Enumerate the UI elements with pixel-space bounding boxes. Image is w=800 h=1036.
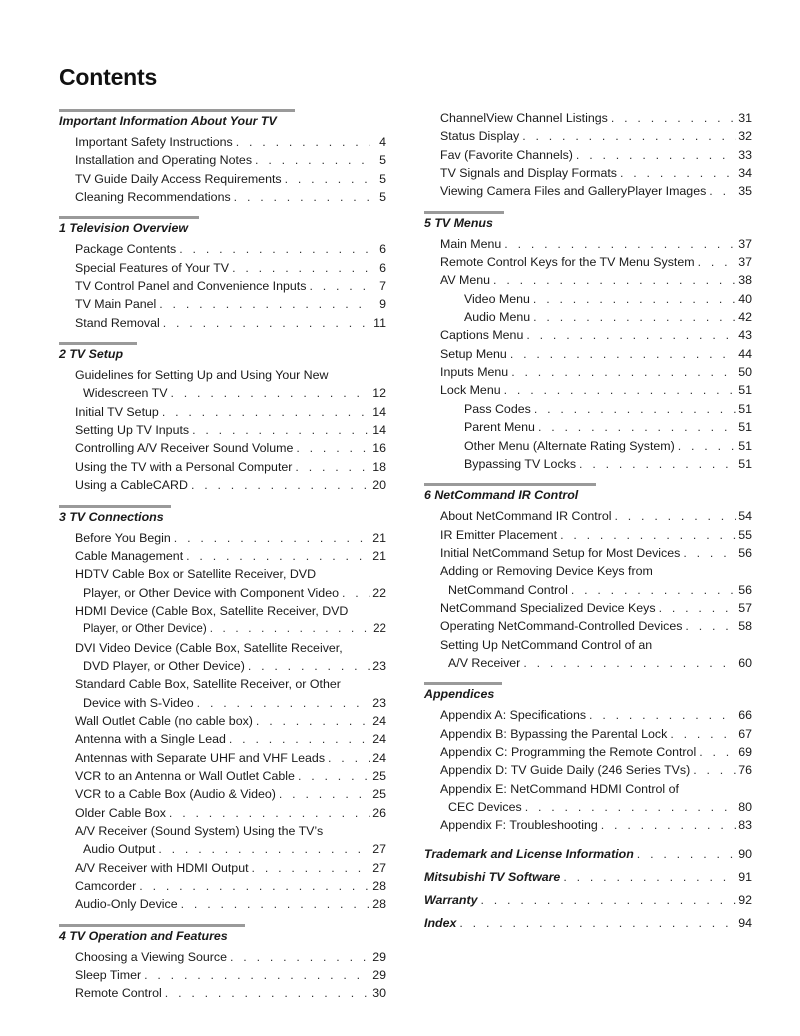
toc-section-4: [59, 924, 386, 1003]
section-rule: [59, 505, 171, 508]
toc-entry[interactable]: Installation and Operating Notes . . . 5: [59, 151, 386, 169]
toc-entry[interactable]: CEC Devices . . . 80: [424, 798, 752, 816]
toc-entry-trademark[interactable]: Trademark and License Information . . . 90: [424, 847, 752, 861]
toc-entry[interactable]: Remote Control . . . 30: [59, 984, 386, 1002]
toc-entry[interactable]: TV Control Panel and Convenience Inputs . . . 7: [59, 277, 386, 295]
toc-section-6: [424, 483, 752, 672]
page-title: Contents: [59, 64, 158, 90]
section-heading: 4 TV Operation and Features: [59, 928, 228, 943]
section-rule: [424, 483, 596, 486]
toc-entry[interactable]: Stand Removal . . . 11: [59, 314, 386, 332]
toc-entry[interactable]: Audio Menu . . . 42: [424, 308, 752, 326]
section-heading: 6 NetCommand IR Control: [424, 488, 579, 503]
toc-entry[interactable]: Initial NetCommand Setup for Most Devices . . . 56: [424, 544, 752, 562]
toc-entry[interactable]: Audio Output . . . 27: [59, 840, 386, 858]
toc-entry[interactable]: Wall Outlet Cable (no cable box) . . . 24: [59, 712, 386, 730]
section-heading: 1 Television Overview: [59, 221, 189, 236]
toc-entry[interactable]: TV Main Panel . . . 9: [59, 295, 386, 313]
section-heading: 2 TV Setup: [59, 347, 124, 362]
toc-entry[interactable]: Inputs Menu . . . 50: [424, 363, 752, 381]
toc-entry[interactable]: VCR to a Cable Box (Audio & Video) . . . 25: [59, 785, 386, 803]
section-heading: 5 TV Menus: [424, 215, 493, 230]
toc-entry[interactable]: Using a CableCARD . . . 20: [59, 476, 386, 494]
toc-entry[interactable]: A/V Receiver with HDMI Output . . . 27: [59, 859, 386, 877]
toc-entry[interactable]: About NetCommand IR Control . . . 54: [424, 507, 752, 525]
toc-entry[interactable]: Antennas with Separate UHF and VHF Leads . . . 24: [59, 749, 386, 767]
toc-entry[interactable]: Pass Codes . . . 51: [424, 400, 752, 418]
toc-entry[interactable]: Captions Menu . . . 43: [424, 326, 752, 344]
section-rule: [424, 211, 504, 214]
toc-entry[interactable]: Viewing Camera Files and GalleryPlayer Images . . . 35: [424, 182, 752, 200]
toc-entry[interactable]: Controlling A/V Receiver Sound Volume . . . 16: [59, 439, 386, 457]
toc-right-column: [424, 109, 752, 939]
toc-entry[interactable]: Lock Menu . . . 51: [424, 381, 752, 399]
section-heading: Important Information About Your TV: [59, 114, 277, 128]
section-rule: [59, 342, 137, 345]
toc-entry-line[interactable]: Guidelines for Setting Up and Using Your New: [75, 368, 329, 383]
toc-entry[interactable]: Parent Menu . . . 51: [424, 418, 752, 436]
toc-entry[interactable]: Appendix D: TV Guide Daily (246 Series TVs) . . . 76: [424, 761, 752, 779]
toc-entry[interactable]: Setting Up TV Inputs . . . 14: [59, 421, 386, 439]
section-rule: [59, 924, 245, 927]
toc-entry[interactable]: Player, or Other Device) . . . 22: [59, 620, 386, 638]
toc-entry[interactable]: Video Menu . . . 40: [424, 290, 752, 308]
toc-entry[interactable]: Fav (Favorite Channels) . . . 33: [424, 146, 752, 164]
toc-section-1: [59, 216, 386, 332]
toc-entry[interactable]: NetCommand Specialized Device Keys . . . 57: [424, 599, 752, 617]
toc-entry[interactable]: Appendix A: Specifications . . . 66: [424, 706, 752, 724]
toc-entry[interactable]: Important Safety Instructions . . . 4: [59, 133, 386, 151]
toc-entry[interactable]: DVD Player, or Other Device) . . . 23: [59, 657, 386, 675]
toc-entry[interactable]: Widescreen TV . . . 12: [59, 384, 386, 402]
toc-section-3: [59, 505, 386, 914]
section-rule: [424, 682, 502, 685]
section-rule: [59, 216, 199, 219]
toc-entry[interactable]: Cleaning Recommendations . . . 5: [59, 188, 386, 206]
toc-entry[interactable]: VCR to an Antenna or Wall Outlet Cable . . . 25: [59, 767, 386, 785]
toc-entry[interactable]: Bypassing TV Locks . . . 51: [424, 455, 752, 473]
toc-entry[interactable]: Choosing a Viewing Source . . . 29: [59, 948, 386, 966]
toc-entry[interactable]: ChannelView Channel Listings . . . 31: [424, 109, 752, 127]
toc-entry[interactable]: TV Guide Daily Access Requirements . . . 5: [59, 170, 386, 188]
toc-entry-line[interactable]: Setting Up NetCommand Control of an: [440, 637, 653, 652]
section-rule: [59, 109, 295, 112]
toc-entry[interactable]: Before You Begin . . . 21: [59, 529, 386, 547]
toc-entry-line[interactable]: HDMI Device (Cable Box, Satellite Receiver, DVD: [75, 603, 349, 618]
toc-entry[interactable]: Device with S-Video . . . 23: [59, 694, 386, 712]
toc-entry-warranty[interactable]: Warranty . . . 92: [424, 893, 752, 907]
toc-section-5: [424, 211, 752, 473]
toc-entry-line[interactable]: Adding or Removing Device Keys from: [440, 564, 653, 579]
toc-entry[interactable]: Initial TV Setup . . . 14: [59, 403, 386, 421]
toc-entry[interactable]: TV Signals and Display Formats . . . 34: [424, 164, 752, 182]
toc-entry[interactable]: Antenna with a Single Lead . . . 24: [59, 730, 386, 748]
toc-entry[interactable]: Main Menu . . . 37: [424, 235, 752, 253]
toc-entry[interactable]: Audio-Only Device . . . 28: [59, 895, 386, 913]
section-heading: 3 TV Connections: [59, 509, 164, 524]
toc-entry[interactable]: Older Cable Box . . . 26: [59, 804, 386, 822]
toc-entry[interactable]: Cable Management . . . 21: [59, 547, 386, 565]
toc-entry[interactable]: AV Menu . . . 38: [424, 271, 752, 289]
toc-entry-line[interactable]: Appendix E: NetCommand HDMI Control of: [440, 781, 679, 796]
toc-entry-line[interactable]: HDTV Cable Box or Satellite Receiver, DVD: [75, 567, 317, 582]
toc-entry-software[interactable]: Mitsubishi TV Software . . . 91: [424, 870, 752, 884]
toc-entry[interactable]: A/V Receiver . . . 60: [424, 654, 752, 672]
toc-entry[interactable]: Appendix B: Bypassing the Parental Lock . . . 67: [424, 725, 752, 743]
toc-entry[interactable]: Remote Control Keys for the TV Menu System . . . 37: [424, 253, 752, 271]
toc-entry-line[interactable]: DVI Video Device (Cable Box, Satellite Receiver,: [75, 640, 343, 655]
toc-entry[interactable]: Package Contents . . . 6: [59, 240, 386, 258]
toc-section-important: [59, 109, 386, 206]
toc-entry[interactable]: Other Menu (Alternate Rating System) . . . 51: [424, 437, 752, 455]
toc-entry[interactable]: Appendix C: Programming the Remote Control . . . 69: [424, 743, 752, 761]
toc-section-4-continued: [424, 109, 752, 201]
toc-entry[interactable]: Using the TV with a Personal Computer . . . 18: [59, 458, 386, 476]
toc-entry[interactable]: Sleep Timer . . . 29: [59, 966, 386, 984]
toc-entry[interactable]: Setup Menu . . . 44: [424, 345, 752, 363]
toc-entry-line[interactable]: A/V Receiver (Sound System) Using the TV’s: [75, 824, 324, 838]
toc-entry[interactable]: Camcorder . . . 28: [59, 877, 386, 895]
toc-entry[interactable]: Player, or Other Device with Component Video . . . 22: [59, 584, 386, 602]
toc-section-2: [59, 342, 386, 494]
toc-entry[interactable]: Special Features of Your TV . . . 6: [59, 259, 386, 277]
toc-entry[interactable]: Appendix F: Troubleshooting . . . 83: [424, 816, 752, 834]
toc-entry[interactable]: Operating NetCommand-Controlled Devices . . . 58: [424, 617, 752, 635]
toc-left-column: [59, 109, 386, 1013]
toc-entry-index[interactable]: Index . . . 94: [424, 916, 752, 930]
toc-entry[interactable]: Status Display . . . 32: [424, 127, 752, 145]
toc-back-matter: [424, 845, 752, 930]
toc-entry-line[interactable]: Standard Cable Box, Satellite Receiver, or Other: [75, 677, 341, 692]
section-heading: Appendices: [424, 687, 495, 702]
toc-entry[interactable]: IR Emitter Placement . . . 55: [424, 526, 752, 544]
toc-entry[interactable]: NetCommand Control . . . 56: [424, 581, 752, 599]
toc-section-appendices: [424, 682, 752, 834]
